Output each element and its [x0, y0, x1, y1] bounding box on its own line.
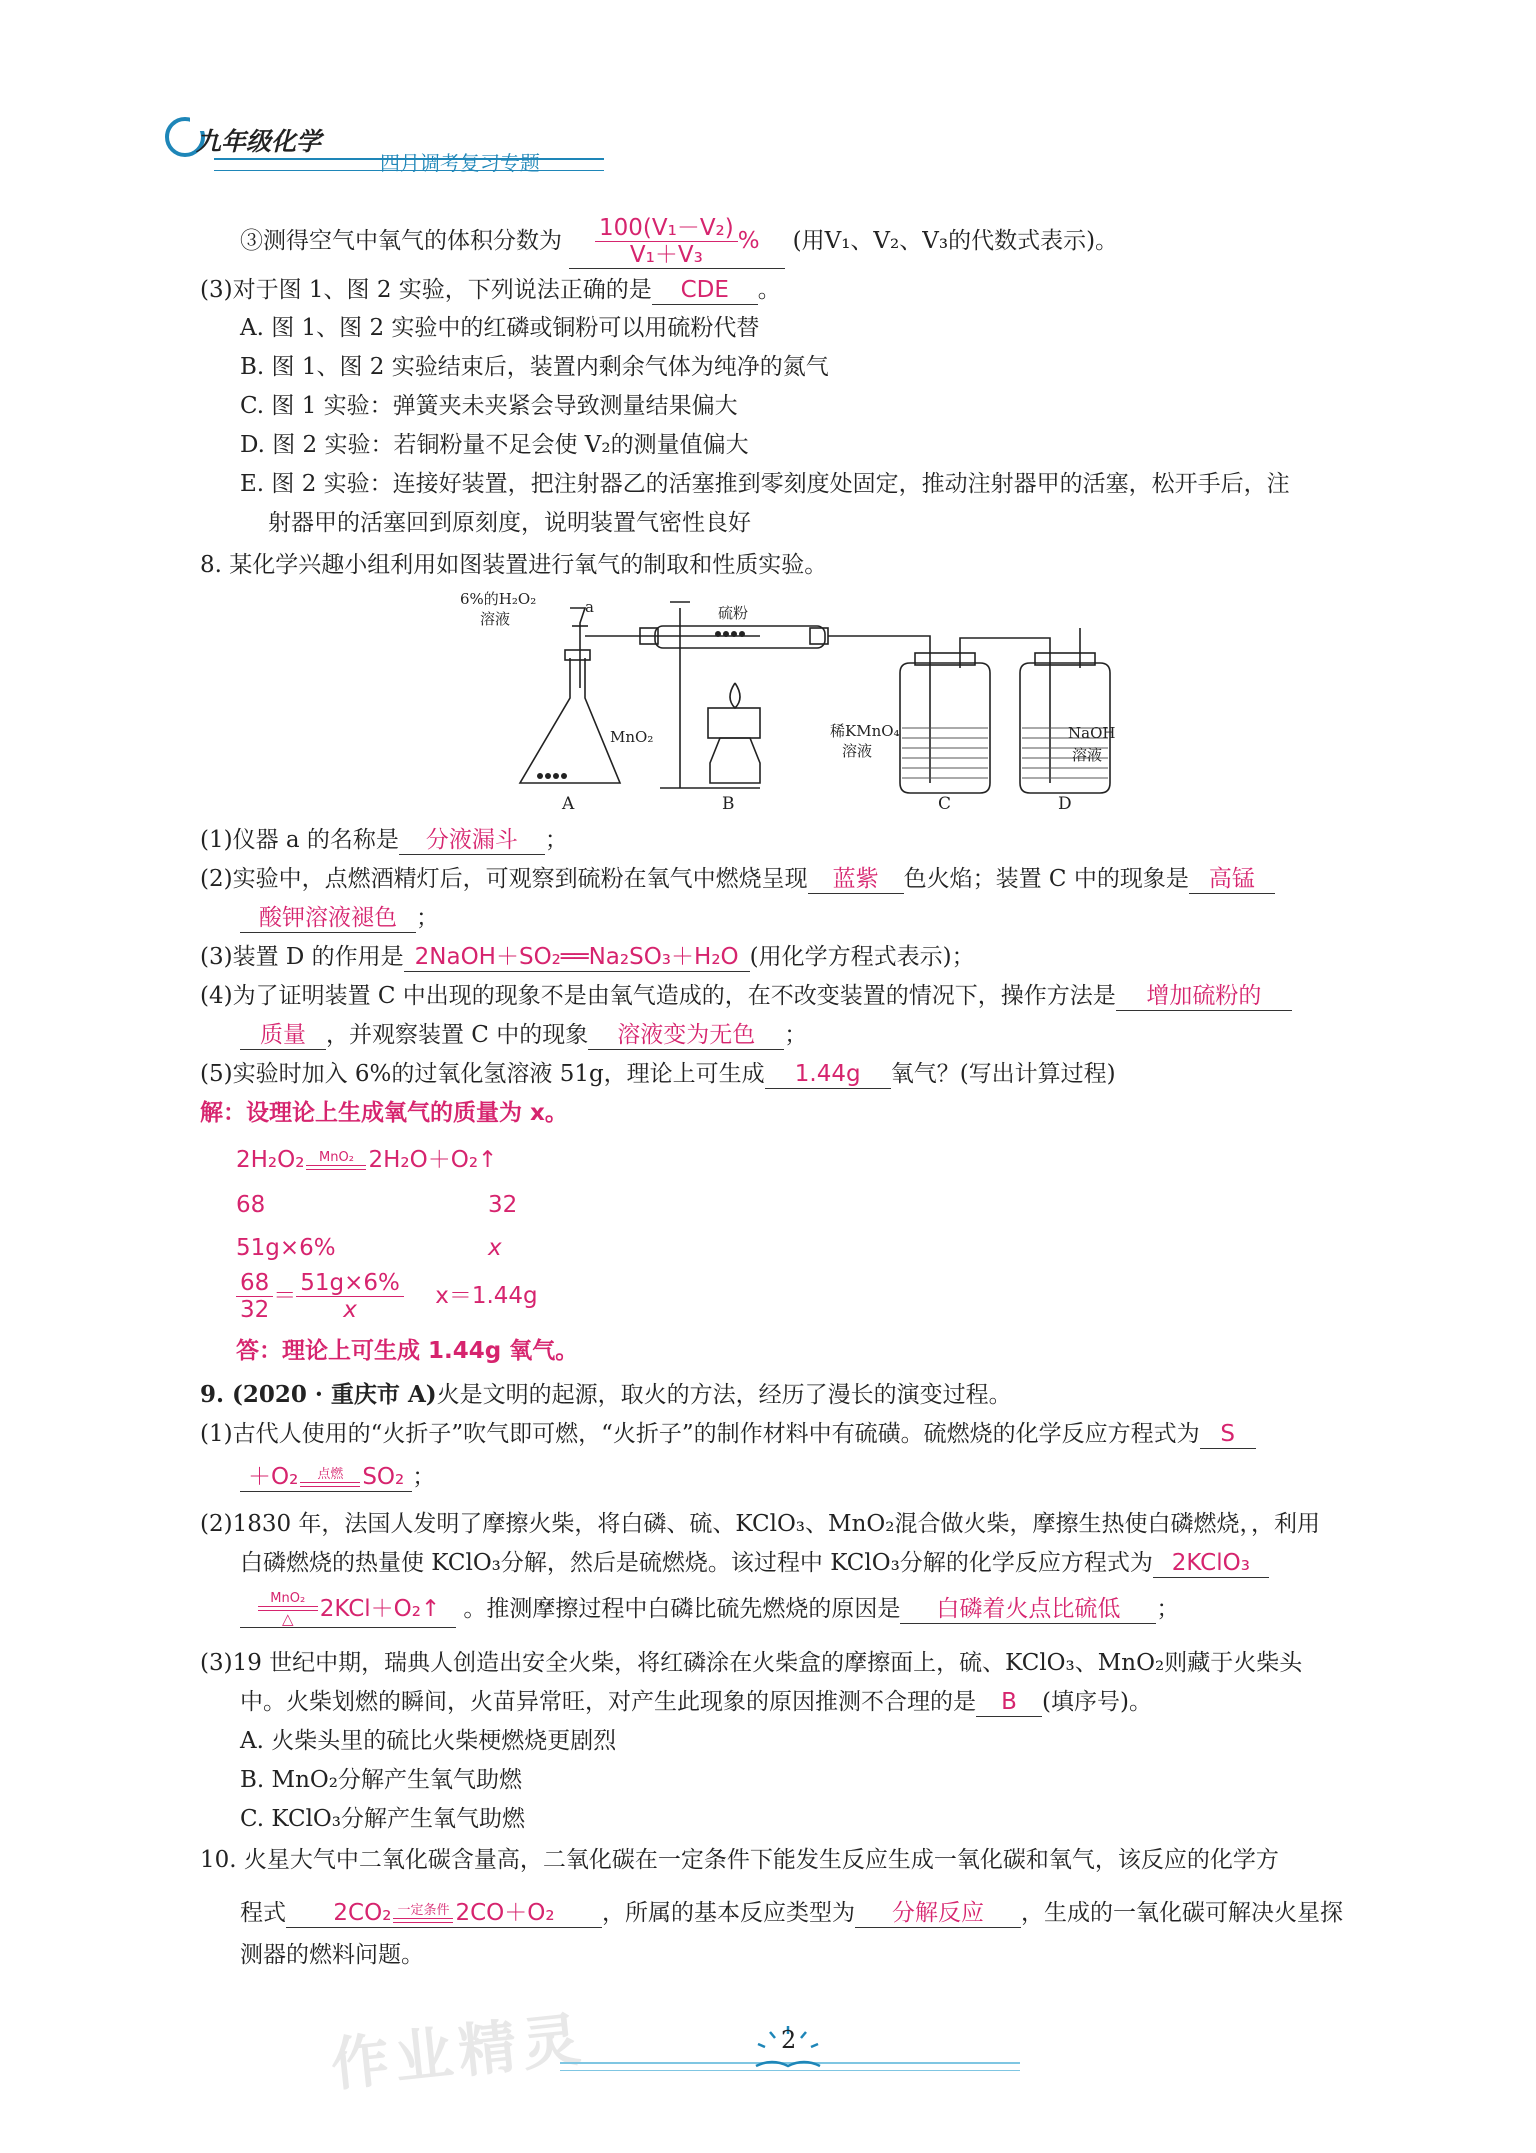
label-h2o2-solution: 溶液: [480, 610, 511, 628]
q8-solution-m1: 68: [236, 1192, 266, 1218]
header-subtitle: 四月调考复习专题: [380, 151, 540, 175]
q8-part3-answer: 2NaOH＋SO₂══Na₂SO₃＋H₂O: [404, 943, 750, 972]
caption-a: A: [562, 794, 575, 814]
header-title: 九年级化学: [196, 127, 322, 156]
q9-part3-answer: B: [976, 1688, 1042, 1717]
q7-option-c: C. 图 1 实验：弹簧夹未夹紧会导致测量结果偏大: [240, 393, 738, 419]
q8-solution-equation: 2H₂O₂ MnO₂ 2H₂O＋O₂↑: [236, 1147, 498, 1173]
q9-part2-line3: MnO₂ △ 2KCl＋O₂↑ 。推测摩擦过程中白磷比硫先燃烧的原因是 白磷着火点比硫低 ；: [240, 1592, 1179, 1628]
q7-option-a: A. 图 1、图 2 实验中的红磷或铜粉可以用硫粉代替: [240, 315, 760, 341]
q8-part2-answer1: 蓝紫: [808, 865, 904, 894]
q9-option-c: C. KClO₃分解产生氧气助燃: [240, 1806, 525, 1832]
funnel-a: [570, 608, 585, 688]
flask-a-stopper: [565, 650, 590, 660]
caption-c: C: [938, 794, 952, 814]
q10-equation-answer: 2CO₂ 一定条件 2CO＋O₂: [286, 1899, 602, 1928]
q8-part4: (4)为了证明装置 C 中出现的现象不是由氧气造成的，在不改变装置的情况下，操作方法是 增加硫粉的: [200, 981, 1292, 1011]
q9-part1-cont: ＋O₂ 点燃 SO₂ ；: [240, 1462, 435, 1492]
label-naoh: NaOH: [1068, 724, 1116, 742]
q8-part2-cont: 酸钾溶液褪色 ；: [240, 903, 439, 933]
q8-solution-answer: 答：理论上可生成 1.44g 氧气。: [236, 1338, 579, 1364]
q8-part5: (5)实验时加入 6%的过氧化氢溶液 51g，理论上可生成 1.44g 氧气？(写出计算过程): [200, 1061, 1116, 1087]
caption-b: B: [722, 794, 735, 814]
header-rule-thin: [214, 170, 604, 171]
q9-part1: (1)古代人使用的“火折子”吹气即可燃，“火折子”的制作材料中有硫磺。硫燃烧的化学反应方程式为 S: [200, 1419, 1256, 1449]
q8-part4-answer2: 溶液变为无色: [588, 1021, 784, 1050]
q9-part3-line2: 中。火柴划燃的瞬间，火苗异常旺，对产生此现象的原因推测不合理的是 B (填序号)。: [240, 1689, 1152, 1715]
q7-option-d: D. 图 2 实验：若铜粉量不足会使 V₂的测量值偏大: [240, 432, 749, 458]
page-number: 2: [781, 2026, 797, 2054]
q8-part1-answer: 分液漏斗: [399, 826, 545, 855]
label-mno2: MnO₂: [610, 728, 654, 746]
q7-item3: ③测得空气中氧气的体积分数为 $\frac{\text{100(V₁－V₂)}}{\text{V₁＋V₃}}$ % (用V₁、V₂、V₃的代数式表示)。: [240, 215, 1119, 268]
q10-line3: 测器的燃料问题。: [240, 1942, 424, 1968]
q7-option-e: E. 图 2 实验：连接好装置，把注射器乙的活塞推到零刻度处固定，推动注射器甲的活塞，松开手后，注: [240, 471, 1290, 497]
q9-part2-answer-a: 2KClO₃: [1153, 1549, 1269, 1578]
q8-part4-answer1b: 质量: [240, 1021, 326, 1050]
q8-solution-proportion: $\frac{68}{32}$ ＝ $\frac{51g\times 6\%}{x}$ x＝1.44g: [236, 1270, 538, 1323]
flask-a-body: [520, 658, 620, 783]
label-h2o2: 6%的H₂O₂: [460, 590, 537, 608]
q9-part3-line1: (3)19 世纪中期，瑞典人创造出安全火柴，将红磷涂在火柴盒的摩擦面上，硫、KClO₃、MnO₂则藏于火柴头: [200, 1650, 1303, 1676]
q7-option-b: B. 图 1、图 2 实验结束后，装置内剩余气体为纯净的氮气: [240, 354, 829, 380]
q10-line2: 程式 2CO₂ 一定条件 2CO＋O₂ ，所属的基本反应类型为 分解反应 ，生成的一氧化碳可解决火星探: [240, 1900, 1343, 1926]
label-naoh-solution: 溶液: [1072, 746, 1103, 764]
q9-part1-answer-b: ＋O₂ 点燃 SO₂: [240, 1463, 412, 1492]
q8-solution-m2: 32: [488, 1192, 518, 1218]
label-a: a: [585, 598, 594, 616]
q9-part1-answer-a: S: [1200, 1420, 1256, 1449]
q9-option-a: A. 火柴头里的硫比火柴梗燃烧更剧烈: [240, 1728, 617, 1754]
q10-line1: 10. 火星大气中二氧化碳含量高，二氧化碳在一定条件下能发生反应生成一氧化碳和氧气，该反应的化学方: [200, 1847, 1279, 1873]
q7-part3: (3)对于图 1、图 2 实验，下列说法正确的是 CDE 。: [200, 277, 781, 303]
caption-d: D: [1058, 794, 1072, 814]
q9-part2-line1: (2)1830 年，法国人发明了摩擦火柴，将白磷、硫、KClO₃、MnO₂混合做火柴，摩擦生热使白磷燃烧，，利用: [200, 1511, 1320, 1537]
label-kmno4-solution: 溶液: [842, 742, 873, 760]
q8-part1: (1)仪器 a 的名称是 分液漏斗 ；: [200, 827, 568, 853]
q7-part3-answer: CDE: [652, 276, 758, 305]
q8-part2-answer2a: 高锰: [1189, 865, 1275, 894]
apparatus-diagram: [460, 588, 1140, 820]
q9-part2-answer2: 白磷着火点比硫低: [900, 1595, 1156, 1624]
alcohol-lamp: [710, 738, 760, 783]
q8-part4-cont: 质量 ，并观察装置 C 中的现象 溶液变为无色 ；: [240, 1020, 807, 1050]
q8-solution-intro: 解：设理论上生成氧气的质量为 x。: [200, 1100, 568, 1126]
q8-stem: 8. 某化学兴趣小组利用如图装置进行氧气的制取和性质实验。: [200, 552, 828, 578]
q9-stem: 9. (2020 · 重庆市 A)火是文明的起源，取火的方法，经历了漫长的演变过程。: [200, 1381, 1012, 1408]
q7-option-e-cont: 射器甲的活塞回到原刻度，说明装置气密性良好: [268, 510, 751, 536]
q8-part2-answer2b: 酸钾溶液褪色: [240, 904, 416, 933]
label-kmno4: 稀KMnO₄: [830, 722, 900, 740]
q9-part2-answer-b: MnO₂ △ 2KCl＋O₂↑: [240, 1592, 456, 1628]
footer-watermark: 作业精灵: [327, 2004, 590, 2100]
q8-solution-g2: x: [488, 1235, 502, 1261]
q8-solution-g1: 51g×6%: [236, 1235, 336, 1261]
q9-part2-line2: 白磷燃烧的热量使 KClO₃分解，然后是硫燃烧。该过程中 KClO₃分解的化学反应方程式为 2KClO₃: [240, 1548, 1269, 1578]
q8-part3: (3)装置 D 的作用是 2NaOH＋SO₂══Na₂SO₃＋H₂O (用化学方程式表示)；: [200, 944, 975, 970]
q8-apparatus-figure: [460, 588, 1140, 820]
q8-part2: (2)实验中，点燃酒精灯后，可观察到硫粉在氧气中燃烧呈现 蓝紫 色火焰；装置 C 中的现象是 高锰: [200, 864, 1275, 894]
q10-type-answer: 分解反应: [855, 1899, 1021, 1928]
q7-item3-fraction: $\frac{\text{100(V₁－V₂)}}{\text{V₁＋V₃}}$: [595, 215, 738, 268]
q8-part4-answer1a: 增加硫粉的: [1116, 982, 1292, 1011]
q8-part5-answer: 1.44g: [765, 1060, 891, 1089]
label-sulfur: 硫粉: [718, 604, 749, 622]
q9-option-b: B. MnO₂分解产生氧气助燃: [240, 1767, 522, 1793]
